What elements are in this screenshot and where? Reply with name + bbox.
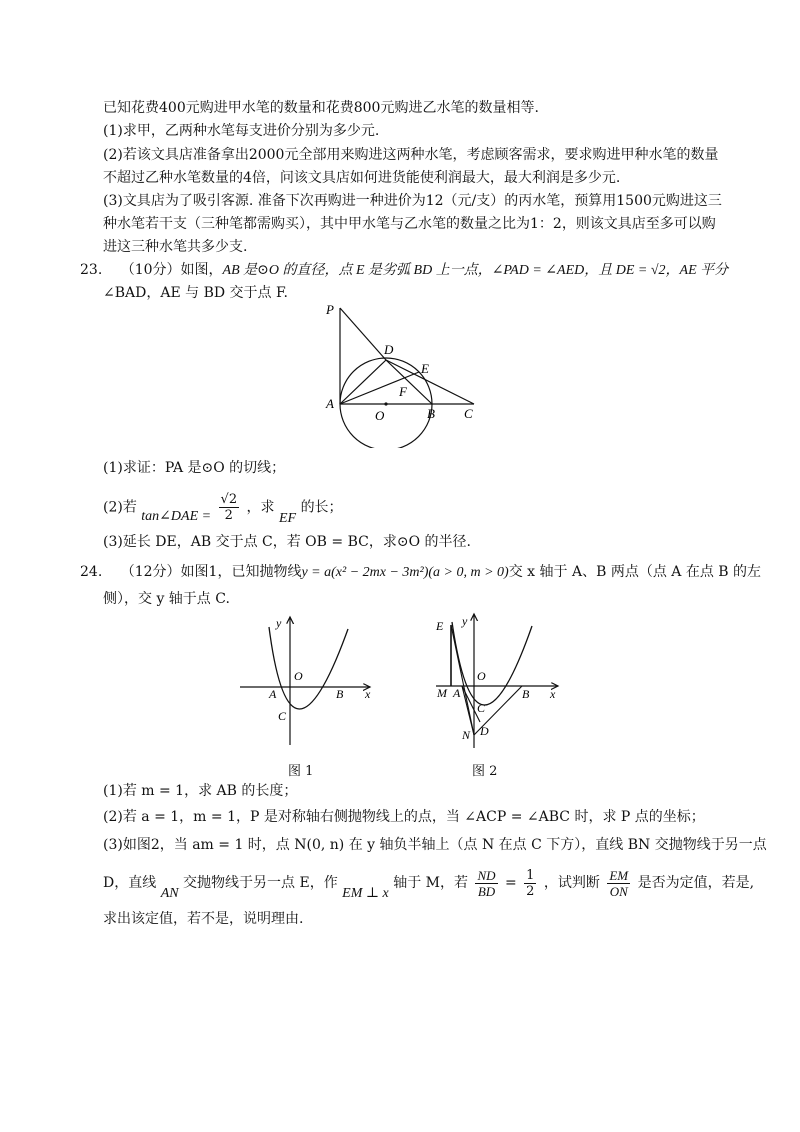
q24-part3-text-c: 轴于 M，若: [393, 875, 468, 891]
q24-stem-prefix: （12分）如图1，已知抛物线: [120, 564, 302, 580]
fraction-numerator: √2: [220, 492, 238, 507]
fig1-label-C: C: [278, 709, 287, 723]
q24-part3-line2: [103, 866, 754, 901]
q24-part3-line1: (3)如图2，当 am = 1 时，点 N(0, n) 在 y 轴负半轴上（点 N 在点 C 下方），直线 BN 交抛物线于另一点: [103, 837, 767, 853]
q24-part3-text-b: 交抛物线于另一点 E，作: [183, 875, 338, 891]
q24-figure-2: [430, 610, 565, 750]
fraction-numerator: ND: [477, 867, 496, 883]
segment-EF: EF: [279, 510, 297, 526]
label-O: O: [375, 408, 385, 423]
q24-part3-text-e: 是否为定值，若是,: [637, 875, 755, 891]
fraction-numerator: 1: [526, 867, 535, 883]
fig2-label-O: O: [477, 669, 486, 683]
fig2-label-D: D: [480, 724, 489, 738]
fraction-denominator: 2: [526, 883, 535, 899]
q24-stem-suffix: 交 x 轴于 A、B 两点（点 A 在点 B 的左: [508, 564, 762, 580]
q22-part2-line1: (2)若该文具店准备拿出2000元全部用来购进这两种水笔，考虑顾客需求，要求购进甲种水笔的数量: [103, 147, 719, 163]
label-P: P: [326, 302, 334, 317]
fig1-label-B: B: [336, 687, 344, 701]
em-perpendicular: EM ⊥ x: [342, 886, 389, 901]
q24-figure-1: [236, 612, 376, 752]
q22-part3-line1: (3)文具店为了吸引客源. 准备下次再购进一种进价为12（元/支）的丙水笔，预算用1500元购进这三: [103, 193, 722, 209]
q22-intro: 已知花费400元购进甲水笔的数量和花费800元购进乙水笔的数量相等.: [103, 100, 539, 116]
fig2-label-C: C: [477, 701, 486, 715]
fig2-label-B: B: [522, 687, 530, 701]
figure-2-caption: 图 2: [472, 764, 498, 779]
fraction-denominator: 2: [224, 508, 233, 523]
q24-part2: (2)若 a = 1，m = 1，P 是对称轴右侧抛物线上的点，当 ∠ACP = ∠ABC 时，求 P 点的坐标；: [103, 809, 705, 825]
q24-part3-text-a: D，直线: [103, 875, 157, 891]
label-F: F: [399, 384, 407, 399]
fig1-label-y: y: [276, 616, 282, 630]
fig2-label-M: M: [437, 686, 447, 700]
question-score: （10分）如图，: [120, 262, 223, 278]
fig2-label-y: y: [462, 614, 468, 628]
label-B: B: [427, 406, 435, 421]
q23-part1: (1)求证：PA 是⊙O 的切线；: [103, 460, 286, 476]
q24-part3-text-d: ，试判断: [543, 875, 600, 891]
q23-part2: [103, 492, 343, 524]
fig2-label-A: A: [453, 686, 461, 700]
figure-1-caption: 图 1: [288, 764, 314, 779]
q24-part3-line3: 求出该定值，若不是，说明理由.: [103, 911, 304, 927]
line-AN: AN: [160, 886, 179, 901]
sqrt2-over-2-fraction: [219, 492, 240, 523]
question-number: 24.: [80, 564, 103, 580]
q23-part2-ask: ，求: [246, 499, 275, 516]
q24-part1: (1)若 m = 1，求 AB 的长度；: [103, 783, 298, 799]
q23-circle-figure: [318, 298, 488, 448]
tan-expression: tan∠DAE =: [141, 508, 212, 524]
fig1-label-O: O: [294, 669, 303, 683]
q23-part2-end: 的长；: [300, 499, 343, 516]
q23-part3: (3)延长 DE，AB 交于点 C，若 OB = BC，求⊙O 的半径.: [103, 534, 471, 550]
fig1-label-A: A: [269, 687, 277, 701]
q24-stem-line1: [80, 562, 761, 583]
q23-stem-line2: ∠BAD，AE 与 BD 交于点 F.: [103, 285, 288, 301]
parabola-formula: y = a(x² − 2mx − 3m²)(a > 0, m > 0): [301, 565, 509, 580]
q22-part3-line2: 种水笔若干支（三种笔都需购买），其中甲水笔与乙水笔的数量之比为1：2，则该文具店至多可以购: [103, 216, 716, 232]
equals-sign: =: [504, 875, 517, 891]
label-D: D: [384, 342, 394, 357]
q23-stem-line1: [80, 260, 728, 281]
fig2-label-E: E: [436, 619, 444, 633]
label-E: E: [421, 361, 429, 376]
q22-part2-line2: 不超过乙种水笔数量的4倍，问该文具店如何进货能使利润最大，最大利润是多少元.: [103, 170, 621, 186]
label-C: C: [464, 406, 473, 421]
q22-part3-line3: 进这三种水笔共多少支.: [103, 239, 248, 255]
fraction-denominator: BD: [477, 883, 496, 899]
nd-over-bd-fraction: [475, 868, 497, 899]
fraction-numerator: EM: [609, 867, 629, 883]
fraction-denominator: ON: [609, 883, 628, 899]
q22-part1: (1)求甲，乙两种水笔每支进价分别为多少元.: [103, 123, 380, 139]
fig2-label-N: N: [462, 728, 471, 742]
q23-stem-text: AB 是⊙O 的直径，点 E 是劣弧 BD 上一点，∠PAD = ∠AED，且 DE = √2，AE 平分: [222, 263, 729, 278]
label-A: A: [326, 396, 334, 411]
fig2-label-x: x: [550, 687, 556, 701]
q24-stem-line2: 侧），交 y 轴于点 C.: [103, 591, 230, 607]
question-number: 23.: [80, 262, 103, 278]
em-over-on-fraction: [607, 868, 630, 899]
one-half-fraction: [524, 868, 536, 899]
fig1-label-x: x: [365, 687, 371, 701]
q23-part2-prefix: (2)若: [103, 499, 137, 516]
